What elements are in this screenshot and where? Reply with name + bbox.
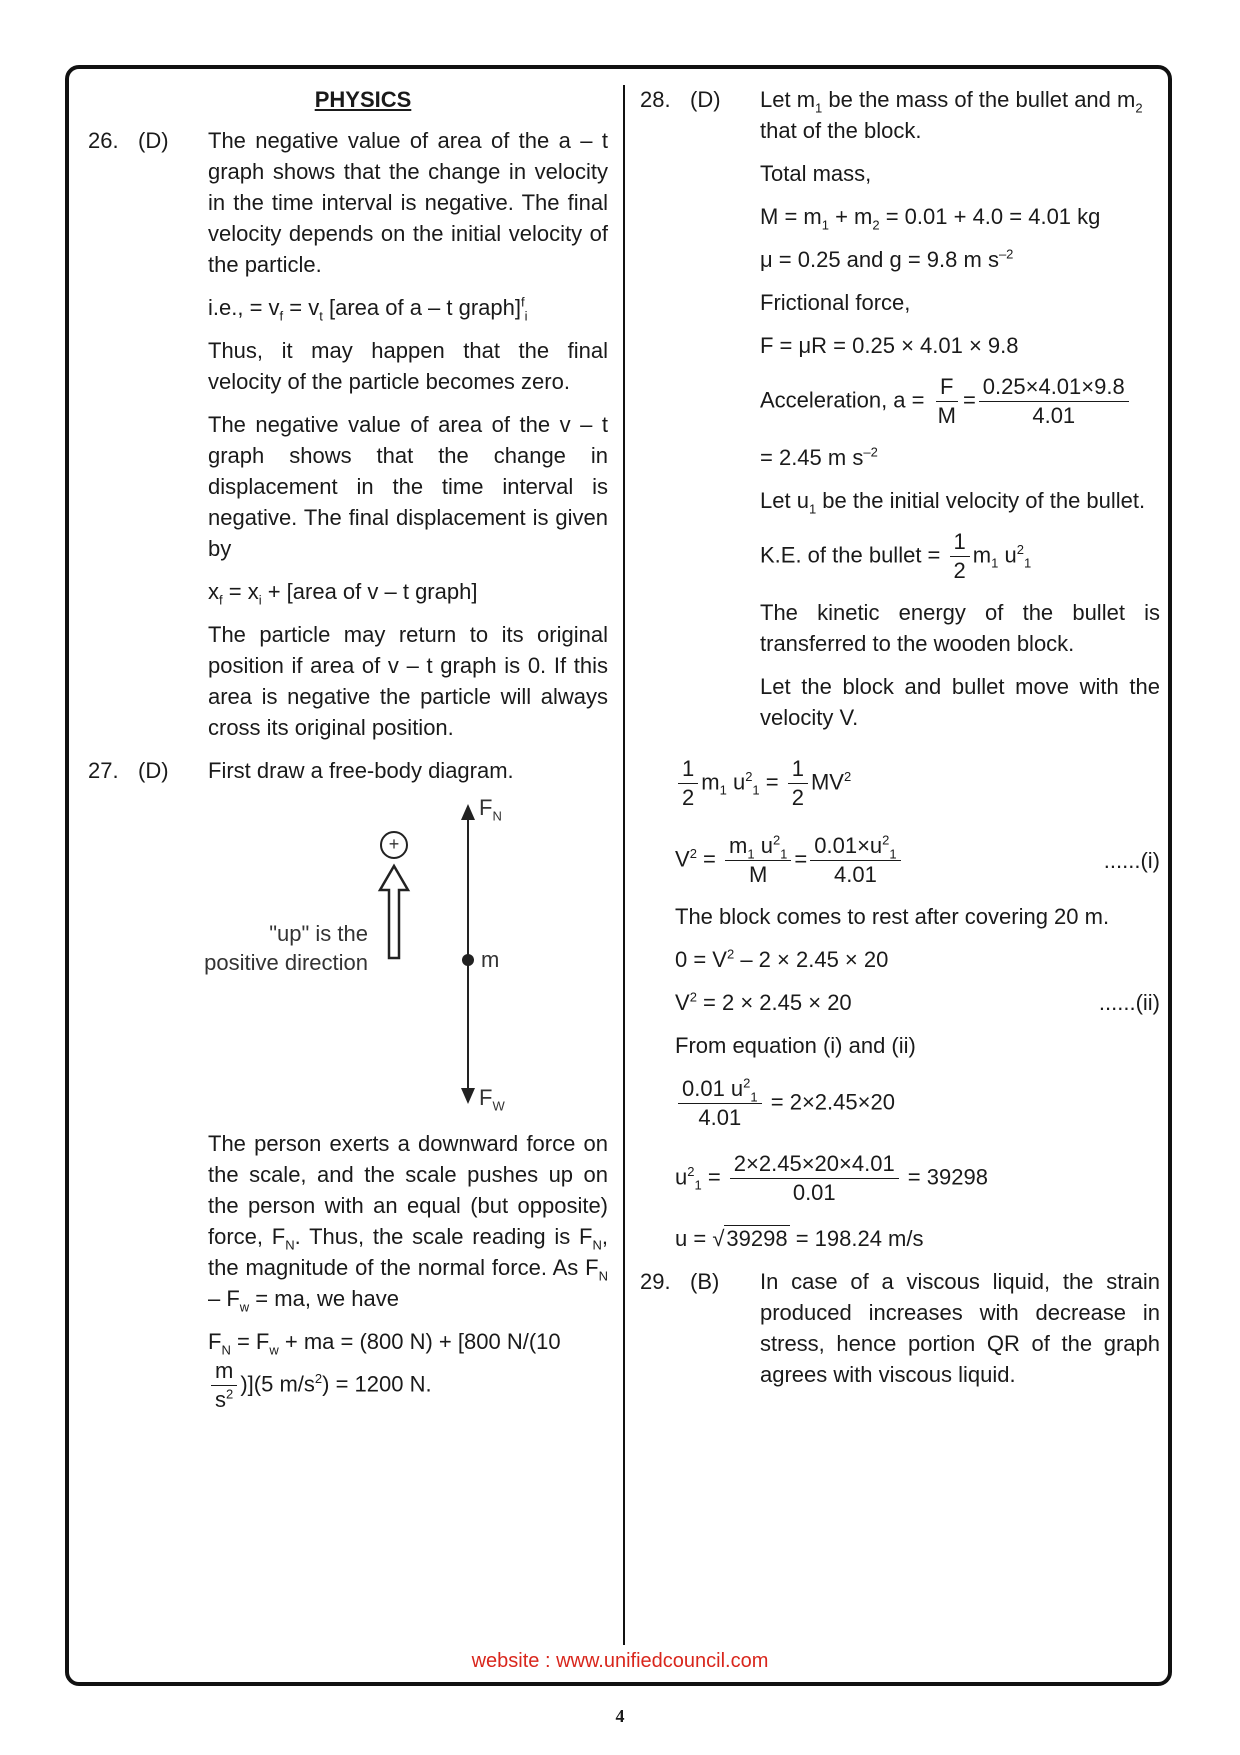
q27-explanation [208,1128,608,1414]
weight-arrowhead [461,1088,475,1104]
solution-paragraph: The kinetic energy of the bullet is transferred to the wooden block. [760,600,1160,656]
equation: $x_f = x_i$ + [area of v – t graph] [208,579,478,608]
direction-caption-line2: positive direction [204,950,368,975]
solution-paragraph: The negative value of area of the a – t graph shows that the change in velocity in the time interval is negative. The final velocity depends on the initial velocity of the particle. [208,128,608,277]
solution-paragraph: In case of a viscous liquid, the strain produced increases with decrease in stress, hence portion QR of the graph agrees with viscous liquid. [760,1269,1160,1387]
equation: u = √39298 = 198.24 m/s [675,1226,924,1251]
question-26 [88,125,608,755]
solution-paragraph: Let the block and bullet move with the velocity V. [760,674,1160,730]
solution-line: Frictional force, [760,290,911,315]
question-number: 28. [640,87,671,112]
question-27 [88,755,608,786]
solution-body [760,84,1160,745]
question-29 [640,1266,1160,1402]
mass-point [462,954,474,966]
equation: $0 = V^2 - 2 \times 2.45 \times 20$ [675,946,889,972]
equation: μ = 0.25 and g = 9.8 m $s^{-2}$ [760,246,1014,272]
answer-option: (D) [690,87,721,112]
solution-body [208,125,608,755]
equation: F = μR = 0.25 × 4.01 × 9.8 [760,333,1019,358]
equation: $\frac{0.01 u^2_1}{4.01}$ = 2×2.45×20 [675,1075,1160,1132]
solution-paragraph: The block comes to rest after covering 20 m. [675,904,1110,929]
page-title: PHYSICS [314,87,412,112]
answer-option: (D) [138,128,169,153]
mass-label: m [481,947,500,972]
solution-paragraph: The particle may return to its original position if area of v – t graph is 0. If this area is negative the particle will always cross its original position. [208,622,608,740]
question-number: 26. [88,128,119,153]
up-arrow-icon [380,866,408,958]
solution-paragraph: The negative value of area of the v – t graph shows that the change in displacement in the time interval is negative. The final displacement is given by [208,412,608,561]
equation: $V^2$ = $\frac{m_1 u^2_1}{M}$ = $\frac{0.01\times u^2_1}{4.01}$ ......(i) [675,832,1160,887]
answer-option: (B) [690,1269,720,1294]
equation: $M = m_1 + m_2 = 0.01 + 4.0 = 4.01$ kg [760,204,1101,233]
solution-line: Let $u_1$ be the initial velocity of the bullet. [760,488,1146,517]
equation: $\frac{1}{2}$ $m_1$ $u^2_1$ = $\frac{1}{2}$ $MV^2$ [675,755,1160,812]
question-28 [640,84,1160,745]
question-number: 29. [640,1269,671,1294]
column-divider [623,85,625,1645]
equation: K.E. of the bullet = $\frac{1}{2}$ $m_1$ $u^2_1$ [760,529,1032,583]
free-body-diagram [88,790,608,1120]
equation: $F_N = F_w$ + ma = (800 N) + [800 N/(10 $\frac{m}{s^2}$ )](5 $m/s^2) = 1200$ N. [208,1329,561,1412]
normal-force-label: $F_N$ [479,795,502,824]
solution-paragraph: The person exerts a downward force on the scale, and the scale pushes up on the person with an equal (but opposite) force, $F_N$. Thus, the scale reading is $F_N$, the magnitude of the normal force. As $F_N - F_w$ = ma, we have [208,1131,608,1315]
equation: $u^2_1$ = $\frac{2\times 2.45\times 20\times 4.01}{0.01}$ = 39298 [675,1151,988,1205]
equation: = 2.45 m $s^{-2}$ [760,444,878,470]
left-column [88,84,608,1426]
equation: $V^2 = 2 \times 2.45 \times 20$ ......(ii) [675,987,1160,1018]
right-column [640,84,1160,1402]
fraction: $\frac{m}{s^2}$ [211,1357,237,1414]
solution-line: From equation (i) and (ii) [675,1033,916,1058]
weight-force-label: $F_W$ [479,1085,505,1114]
q28-derivation [675,755,1160,1254]
website-footer: website : www.unifiedcouncil.com [471,1650,769,1672]
plus-sign: + [388,834,400,854]
equation: Acceleration, a = $\frac{F}{M}$ = $\frac{0.25\times 4.01\times 9.8}{4.01}$ [760,373,1160,430]
normal-force-arrowhead [461,804,475,820]
page-number: 4 [615,1706,625,1726]
solution-body [760,1266,1160,1402]
solution-line: Total mass, [760,161,872,186]
solution-line: Let $m_1$ be the mass of the bullet and $m_2$ that of the block. [760,87,1143,143]
equation: i.e., = $v_f = v_t$ [area of a – t graph]$^f_i$ [208,294,528,324]
solution-paragraph: Thus, it may happen that the final velocity of the particle becomes zero. [208,338,608,394]
equation-tag: ......(i) [1103,848,1160,873]
question-number: 27. [88,758,119,783]
equation-tag: ......(ii) [1098,990,1160,1015]
direction-caption-line1: "up" is the [269,921,368,946]
answer-option: (D) [138,758,169,783]
solution-intro: First draw a free-body diagram. [208,758,514,783]
